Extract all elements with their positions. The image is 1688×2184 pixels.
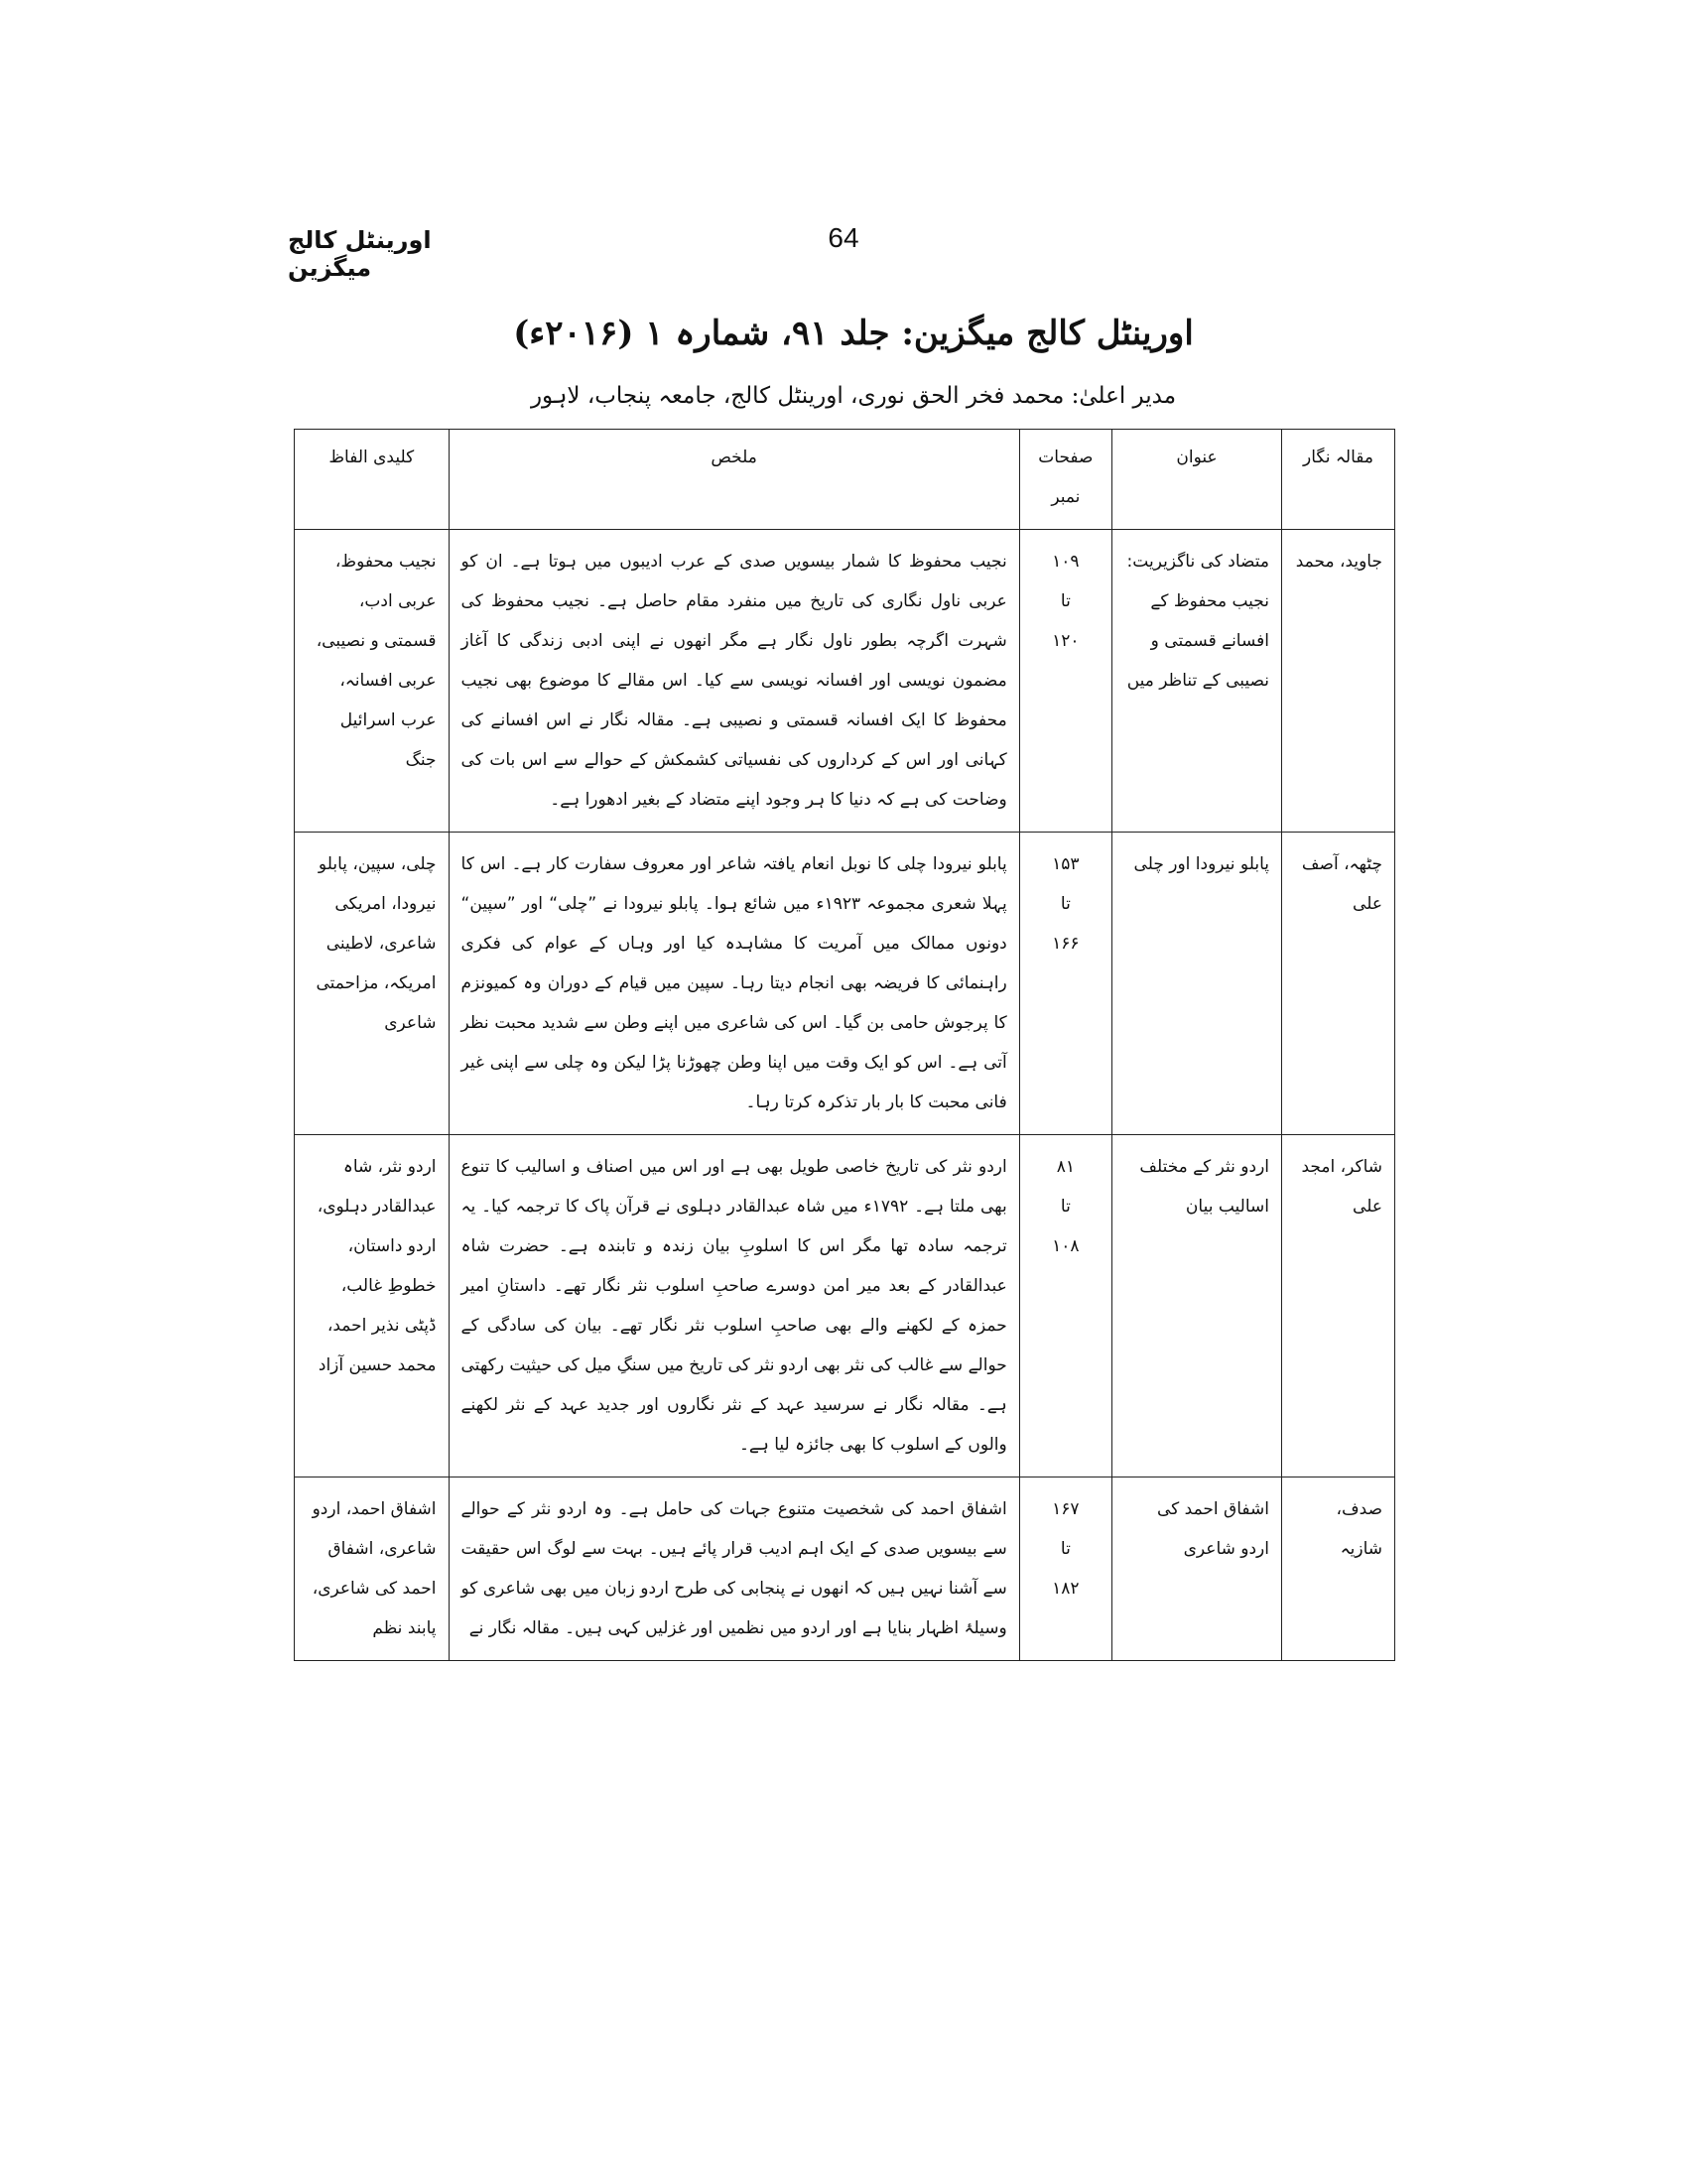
page-number: 64 [828,222,859,253]
journal-title: اورینٹل کالج میگزین: جلد ۹۱، شمارہ ۱ (۲۰۱۶ء) [513,314,1194,353]
title-cell: پابلو نیرودا اور چلی [1112,833,1282,1135]
page-end: ۱۶۶ [1052,934,1080,954]
page-to: تا [1060,1539,1071,1559]
col-title-header: عنوان [1112,430,1282,530]
table-row [295,530,1395,833]
editor-line: مدیر اعلیٰ: محمد فخر الحق نوری، اورینٹل کالج، جامعہ پنجاب، لاہور [530,383,1177,409]
keywords-cell: اشفاق احمد، اردو شاعری، اشفاق احمد کی شاعری، پابند نظم [295,1477,450,1661]
summary-cell: اردو نثر کی تاریخ خاصی طویل بھی ہے اور اس میں اصناف و اسالیب کا تنوع بھی ملتا ہے۔ ۱۷۹۲ء میں شاہ عبدالقادر دہلوی نے قرآن پاک کا ترجمہ کیا۔ یہ ترجمہ سادہ تھا مگر اس کا اسلوبِ بیان زندہ و تابندہ ہے۔ حضرت شاہ عبدالقادر کے بعد میر امن دوسرے صاحبِ اسلوب نثر نگار تھے۔ داستانِ امیر حمزہ کے لکھنے والے بھی صاحبِ اسلوب نثر نگار تھے۔ بیان کی سادگی کے حوالے سے غالب کی نثر بھی اردو نثر کی تاریخ میں سنگِ میل کی حیثیت رکھتی ہے۔ مقالہ نگار نے سرسید عہد کے نثر نگاروں اور جدید عہد کے نثر لکھنے والوں کے اسلوب کا بھی جائزہ لیا ہے۔ [449,1135,1019,1477]
title-cell: اشفاق احمد کی اردو شاعری [1112,1477,1282,1661]
table-row [295,833,1395,1135]
author-cell: چٹھہ، آصف علی [1282,833,1395,1135]
col-keywords-header: کلیدی الفاظ [295,430,450,530]
table-row [295,1477,1395,1661]
page-start: ۱۶۷ [1052,1499,1080,1519]
pages-cell [1019,833,1111,1135]
table-row [295,1135,1395,1477]
title-cell: متضاد کی ناگزیریت: نجیب محفوظ کے افسانے قسمتی و نصیبی کے تناظر میں [1112,530,1282,833]
col-author-header: مقالہ نگار [1282,430,1395,530]
page-to: تا [1060,894,1071,914]
pages-cell [1019,1477,1111,1661]
summary-cell: اشفاق احمد کی شخصیت متنوع جہات کی حامل ہے۔ وہ اردو نثر کے حوالے سے بیسویں صدی کے ایک اہم ادیب قرار پائے ہیں۔ بہت سے لوگ اس حقیقت سے آشنا نہیں ہیں کہ انھوں نے پنجابی کی طرح اردو زبان میں بھی شاعری کو وسیلۂ اظہار بنایا ہے اور اردو میں نظمیں اور غزلیں کہی ہیں۔ مقالہ نگار نے [449,1477,1019,1661]
author-cell: شاکر، امجد علی [1282,1135,1395,1477]
col-pages-header: صفحات نمبر [1019,430,1111,530]
page-to: تا [1060,591,1071,611]
pages-cell [1019,530,1111,833]
page-end: ۱۸۲ [1052,1579,1080,1599]
summary-cell: نجیب محفوظ کا شمار بیسویں صدی کے عرب ادیبوں میں ہوتا ہے۔ ان کو عربی ناول نگاری کی تاریخ میں منفرد مقام حاصل ہے۔ نجیب محفوظ کی شہرت اگرچہ بطور ناول نگار ہے مگر انھوں نے اپنی ادبی زندگی کا آغاز مضمون نویسی اور افسانہ نویسی سے کیا۔ اس مقالے کا موضوع بھی نجیب محفوظ کا ایک افسانہ قسمتی و نصیبی ہے۔ مقالہ نگار نے اس افسانے کی کہانی اور اس کے کرداروں کی نفسیاتی کشمکش کے حوالے سے اس بات کی وضاحت کی ہے کہ دنیا کا ہر وجود اپنے متضاد کے بغیر ادھورا ہے۔ [449,530,1019,833]
page-end: ۱۲۰ [1052,631,1080,651]
articles-table [294,429,1395,1661]
page-start: ۱۰۹ [1052,552,1080,572]
keywords-cell: اردو نثر، شاہ عبدالقادر دہلوی، اردو داستان، خطوطِ غالب، ڈپٹی نذیر احمد، محمد حسین آزاد [295,1135,450,1477]
table-header-row [295,430,1395,530]
title-cell: اردو نثر کے مختلف اسالیب بیان [1112,1135,1282,1477]
page-start: ۱۵۳ [1052,854,1080,874]
author-cell: صدف، شازیہ [1282,1477,1395,1661]
keywords-cell: نجیب محفوظ، عربی ادب، قسمتی و نصیبی، عربی افسانہ، عرب اسرائیل جنگ [295,530,450,833]
page-start: ۸۱ [1056,1157,1075,1177]
page-to: تا [1060,1197,1071,1217]
keywords-cell: چلی، سپین، پابلو نیرودا، امریکی شاعری، لاطینی امریکہ، مزاحمتی شاعری [295,833,450,1135]
summary-cell: پابلو نیرودا چلی کا نوبل انعام یافتہ شاعر اور معروف سفارت کار ہے۔ اس کا پہلا شعری مجموعہ ۱۹۲۳ء میں شائع ہوا۔ پابلو نیرودا نے ”چلی“ اور ”سپین“ دونوں ممالک میں آمریت کا مشاہدہ کیا اور وہاں کے عوام کی فکری راہنمائی کا فریضہ بھی انجام دیتا رہا۔ سپین میں قیام کے دوران وہ کمیونزم کا پرجوش حامی بن گیا۔ اس کی شاعری میں اپنے وطن سے شدید محبت نظر آتی ہے۔ اس کو ایک وقت میں اپنا وطن چھوڑنا پڑا لیکن وہ چلی سے اپنی غیر فانی محبت کا بار بار تذکرہ کرتا رہا۔ [449,833,1019,1135]
author-cell: جاوید، محمد [1282,530,1395,833]
pages-cell [1019,1135,1111,1477]
col-summary-header: ملخص [449,430,1019,530]
running-title: اورینٹل کالج میگزین [288,226,432,282]
page-end: ۱۰۸ [1052,1236,1080,1256]
